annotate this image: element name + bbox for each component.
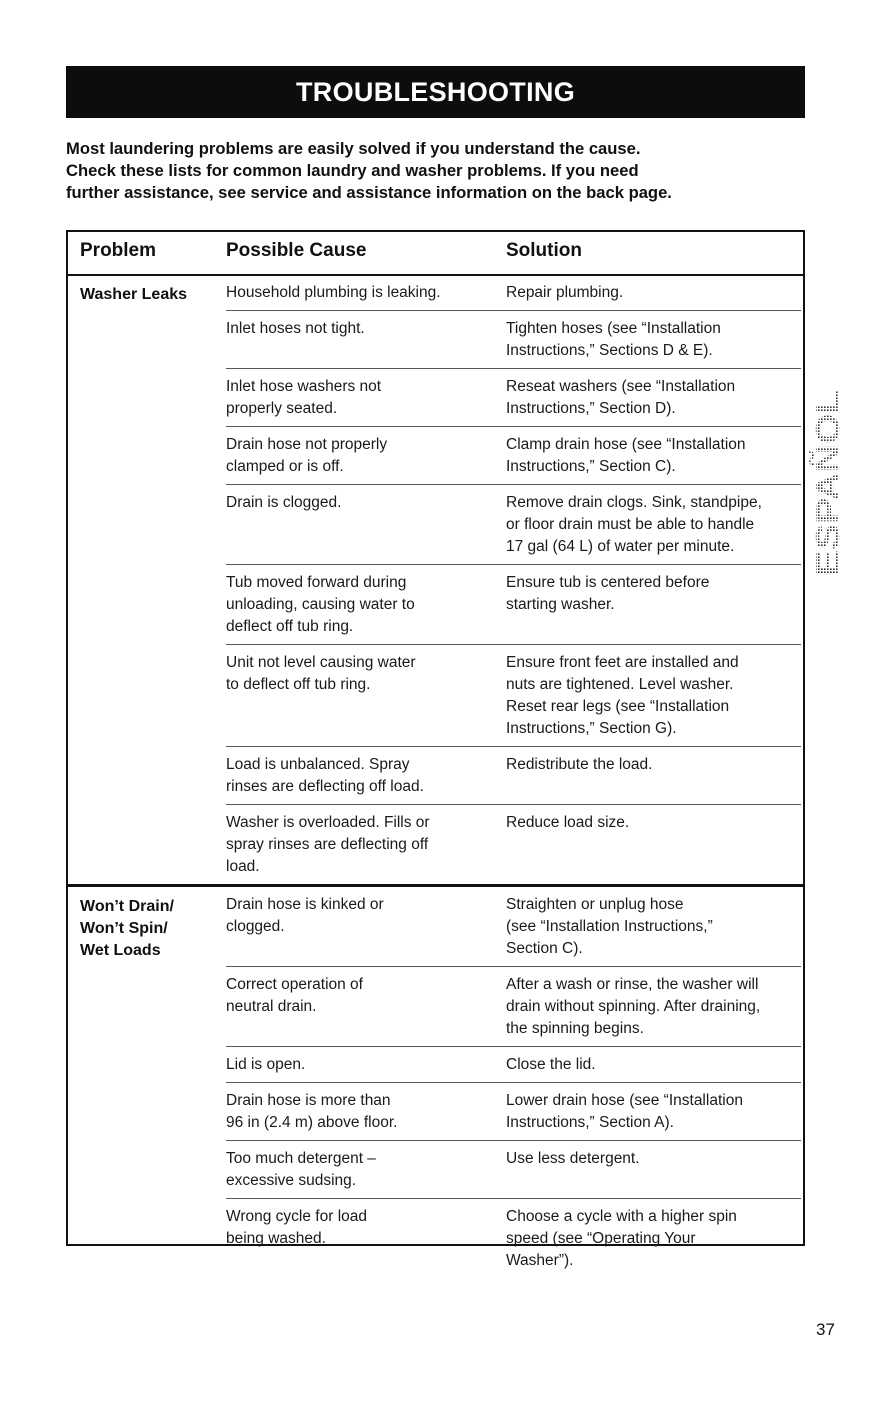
solution-cell-line: 17 gal (64 L) of water per minute. (506, 538, 735, 555)
cause-cell-line: rinses are deflecting off load. (226, 778, 424, 795)
solution-cell (506, 376, 801, 420)
row-divider (226, 1198, 801, 1199)
solution-cell-line: Repair plumbing. (506, 284, 624, 301)
solution-cell-line: starting washer. (506, 596, 615, 613)
problem-line: Wet Loads (80, 942, 161, 959)
cause-cell-line: Load is unbalanced. Spray (226, 756, 410, 773)
solution-cell (506, 974, 801, 1040)
cause-cell-line: Wrong cycle for load (226, 1208, 367, 1225)
cause-cell (226, 652, 496, 696)
cause-cell-line: being washed. (226, 1230, 326, 1247)
solution-cell (506, 1090, 801, 1134)
row-divider (226, 1046, 801, 1047)
solution-cell-line: Lower drain hose (see “Installation (506, 1092, 743, 1109)
cause-cell (226, 974, 496, 1018)
problem-label (80, 284, 187, 306)
solution-cell-line: Clamp drain hose (see “Installation (506, 436, 746, 453)
solution-cell (506, 652, 801, 740)
solution-cell-line: Washer”). (506, 1252, 574, 1269)
solution-cell-line: Instructions,” Section D). (506, 400, 676, 417)
solution-cell-line: Remove drain clogs. Sink, standpipe, (506, 494, 762, 511)
solution-cell-line: nuts are tightened. Level washer. (506, 676, 734, 693)
solution-cell (506, 1148, 801, 1170)
cause-cell (226, 282, 496, 304)
row-divider (226, 310, 801, 311)
cause-cell-line: to deflect off tub ring. (226, 676, 371, 693)
cause-cell-line: Correct operation of (226, 976, 363, 993)
cause-cell (226, 434, 496, 478)
row-divider (226, 484, 801, 485)
solution-cell (506, 492, 801, 558)
row-divider (226, 426, 801, 427)
row-divider (226, 368, 801, 369)
cause-cell-line: Unit not level causing water (226, 654, 416, 671)
table-header (68, 232, 803, 276)
solution-cell-line: Close the lid. (506, 1056, 596, 1073)
cause-cell-line: Too much detergent – (226, 1150, 376, 1167)
cause-cell (226, 1148, 496, 1192)
solution-cell (506, 754, 801, 776)
cause-cell (226, 894, 496, 938)
header-cause: Possible Cause (226, 240, 367, 261)
row-divider (226, 1082, 801, 1083)
cause-cell (226, 572, 496, 638)
cause-cell-line: deflect off tub ring. (226, 618, 354, 635)
cause-cell-line: unloading, causing water to (226, 596, 415, 613)
cause-cell (226, 1054, 496, 1076)
intro-paragraph (66, 138, 806, 204)
solution-cell-line: Redistribute the load. (506, 756, 653, 773)
intro-line: further assistance, see service and assistance information on the back page. (66, 183, 672, 202)
cause-cell-line: Inlet hose washers not (226, 378, 382, 395)
row-divider (226, 644, 801, 645)
cause-cell-line: Drain hose not properly (226, 436, 388, 453)
group-divider (68, 884, 803, 887)
cause-cell-line: Drain is clogged. (226, 494, 342, 511)
solution-cell-line: Section C). (506, 940, 583, 957)
cause-cell (226, 812, 496, 878)
cause-cell-line: clogged. (226, 918, 285, 935)
solution-cell-line: Instructions,” Section C). (506, 458, 676, 475)
solution-cell-line: Reseat washers (see “Installation (506, 378, 736, 395)
solution-cell (506, 282, 801, 304)
page-number: 37 (816, 1320, 835, 1339)
page-title: TROUBLESHOOTING (66, 66, 805, 118)
problem-label (80, 896, 174, 962)
solution-cell (506, 1206, 801, 1272)
cause-cell-line: Washer is overloaded. Fills or (226, 814, 430, 831)
solution-cell-line: Use less detergent. (506, 1150, 640, 1167)
cause-cell-line: Drain hose is more than (226, 1092, 391, 1109)
solution-cell (506, 572, 801, 616)
solution-cell-line: Straighten or unplug hose (506, 896, 684, 913)
solution-cell-line: Ensure front feet are installed and (506, 654, 739, 671)
intro-line: Check these lists for common laundry and washer problems. If you need (66, 161, 639, 180)
solution-cell-line: drain without spinning. After draining, (506, 998, 761, 1015)
solution-cell-line: After a wash or rinse, the washer will (506, 976, 759, 993)
solution-cell-line: Reduce load size. (506, 814, 630, 831)
header-problem: Problem (80, 240, 157, 261)
cause-cell-line: Tub moved forward during (226, 574, 407, 591)
cause-cell-line: properly seated. (226, 400, 338, 417)
cause-cell-line: load. (226, 858, 260, 875)
cause-cell (226, 754, 496, 798)
language-side-tab (808, 386, 848, 576)
solution-cell-line: speed (see “Operating Your (506, 1230, 696, 1247)
cause-cell (226, 1206, 496, 1250)
side-tab-label: ESPAÑOL (809, 418, 846, 576)
problem-line: Won’t Drain/ (80, 898, 174, 915)
solution-cell-line: Instructions,” Section G). (506, 720, 677, 737)
problem-line: Won’t Spin/ (80, 920, 168, 937)
solution-cell (506, 434, 801, 478)
cause-cell-line: Drain hose is kinked or (226, 896, 384, 913)
cause-cell-line: neutral drain. (226, 998, 317, 1015)
solution-cell-line: Tighten hoses (see “Installation (506, 320, 721, 337)
solution-cell-line: Instructions,” Sections D & E). (506, 342, 713, 359)
solution-cell-line: Choose a cycle with a higher spin (506, 1208, 737, 1225)
cause-cell-line: Inlet hoses not tight. (226, 320, 365, 337)
row-divider (226, 804, 801, 805)
solution-cell-line: or floor drain must be able to handle (506, 516, 755, 533)
cause-cell (226, 1090, 496, 1134)
cause-cell-line: excessive sudsing. (226, 1172, 357, 1189)
solution-cell-line: Reset rear legs (see “Installation (506, 698, 730, 715)
cause-cell-line: 96 in (2.4 m) above floor. (226, 1114, 398, 1131)
row-divider (226, 746, 801, 747)
solution-cell-line: Ensure tub is centered before (506, 574, 710, 591)
solution-cell (506, 812, 801, 834)
solution-cell-line: Instructions,” Section A). (506, 1114, 674, 1131)
cause-cell (226, 376, 496, 420)
solution-cell (506, 1054, 801, 1076)
cause-cell-line: spray rinses are deflecting off (226, 836, 429, 853)
cause-cell (226, 492, 496, 514)
problem-line: Washer Leaks (80, 286, 188, 303)
solution-cell-line: (see “Installation Instructions,” (506, 918, 713, 935)
row-divider (226, 1140, 801, 1141)
cause-cell-line: clamped or is off. (226, 458, 344, 475)
header-solution: Solution (506, 240, 582, 261)
cause-cell-line: Household plumbing is leaking. (226, 284, 441, 301)
solution-cell (506, 894, 801, 960)
intro-line: Most laundering problems are easily solved if you understand the cause. (66, 139, 641, 158)
cause-cell-line: Lid is open. (226, 1056, 306, 1073)
row-divider (226, 564, 801, 565)
solution-cell-line: the spinning begins. (506, 1020, 644, 1037)
troubleshooting-table (66, 230, 805, 1269)
row-divider (226, 966, 801, 967)
cause-cell (226, 318, 496, 340)
solution-cell (506, 318, 801, 362)
